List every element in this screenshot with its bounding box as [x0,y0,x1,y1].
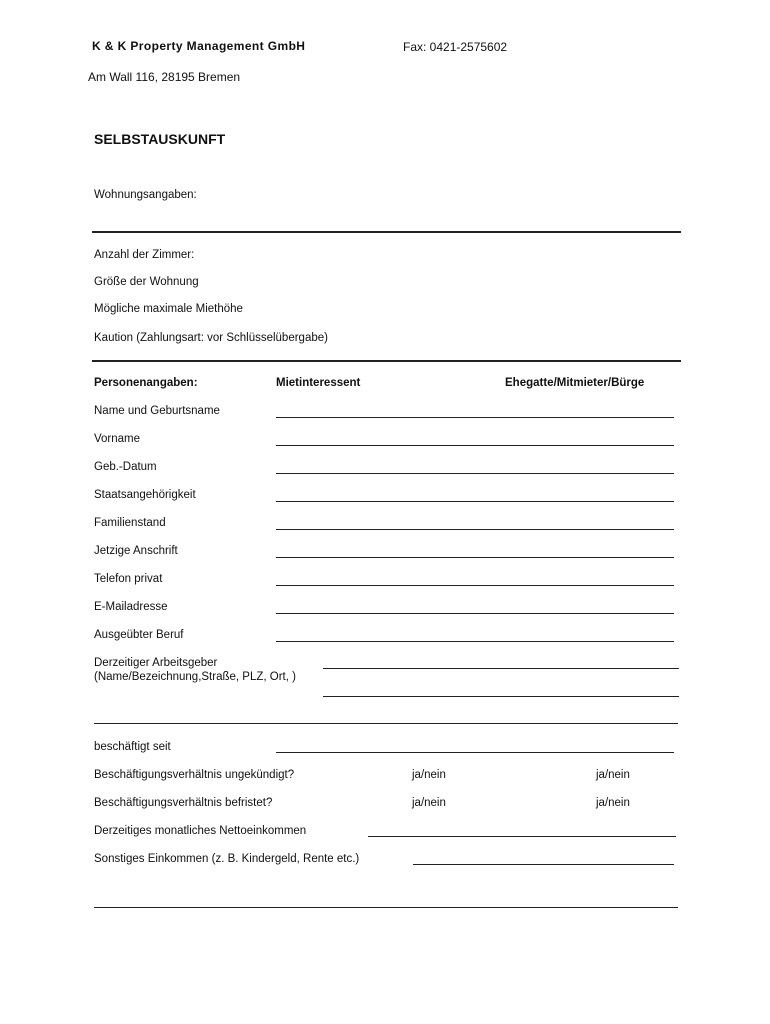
name-input-line[interactable] [276,417,674,418]
unterminated-label: Beschäftigungsverhältnis ungekündigt? [94,769,295,781]
field-label-email: E-Mailadresse [94,601,168,613]
net-income-label: Derzeitiges monatliches Nettoeinkommen [94,825,307,837]
employer-sublabel: (Name/Bezeichnung,Straße, PLZ, Ort, ) [94,671,296,683]
field-label-nationality: Staatsangehörigkeit [94,489,196,501]
size-field: Größe der Wohnung [94,276,199,288]
company-address: Am Wall 116, 28195 Bremen [88,70,241,84]
partner-column-header: Ehegatte/Mitmieter/Bürge [505,377,645,389]
firstname-input-line[interactable] [276,445,674,446]
unterminated-tenant-option[interactable]: ja/nein [412,769,446,781]
fixed-term-label: Beschäftigungsverhältnis befristet? [94,797,273,809]
marital-status-input-line[interactable] [276,529,674,530]
unterminated-partner-option[interactable]: ja/nein [596,769,630,781]
phone-input-line[interactable] [276,585,674,586]
tenant-column-header: Mietinteressent [276,377,361,389]
email-input-line[interactable] [276,613,674,614]
rooms-field: Anzahl der Zimmer: [94,249,195,261]
deposit-field: Kaution (Zahlungsart: vor Schlüsselübergabe) [94,332,328,344]
employer-input-line[interactable] [323,668,679,669]
field-label-firstname: Vorname [94,433,141,445]
page-title: SELBSTAUSKUNFT [94,131,226,147]
employer-extra-input-line[interactable] [94,723,678,724]
nationality-input-line[interactable] [276,501,674,502]
company-name: K & K Property Management GmbH [92,39,306,53]
other-income-input-line[interactable] [413,864,674,865]
employed-since-input-line[interactable] [276,752,674,753]
fixed-term-partner-option[interactable]: ja/nein [596,797,630,809]
address-input-line[interactable] [276,557,674,558]
field-label-address: Jetzige Anschrift [94,545,178,557]
fax-number: Fax: 0421-2575602 [403,40,508,54]
field-label-name: Name und Geburtsname [94,405,220,417]
max-rent-field: Mögliche maximale Miethöhe [94,303,243,315]
bottom-input-line[interactable] [94,907,678,908]
persons-heading: Personenangaben: [94,377,198,389]
field-label-occupation: Ausgeübter Beruf [94,629,184,641]
divider [92,360,681,362]
occupation-input-line[interactable] [276,641,674,642]
apartment-label: Wohnungsangaben: [94,189,197,201]
birthdate-input-line[interactable] [276,473,674,474]
employed-since-label: beschäftigt seit [94,741,171,753]
employer-label: Derzeitiger Arbeitsgeber [94,657,218,669]
fixed-term-tenant-option[interactable]: ja/nein [412,797,446,809]
field-label-marital-status: Familienstand [94,517,166,529]
other-income-label: Sonstiges Einkommen (z. B. Kindergeld, Rente etc.) [94,853,360,865]
field-label-phone: Telefon privat [94,573,163,585]
net-income-input-line[interactable] [368,836,676,837]
employer-address-input-line[interactable] [323,696,679,697]
field-label-birthdate: Geb.-Datum [94,461,157,473]
divider [92,231,681,233]
